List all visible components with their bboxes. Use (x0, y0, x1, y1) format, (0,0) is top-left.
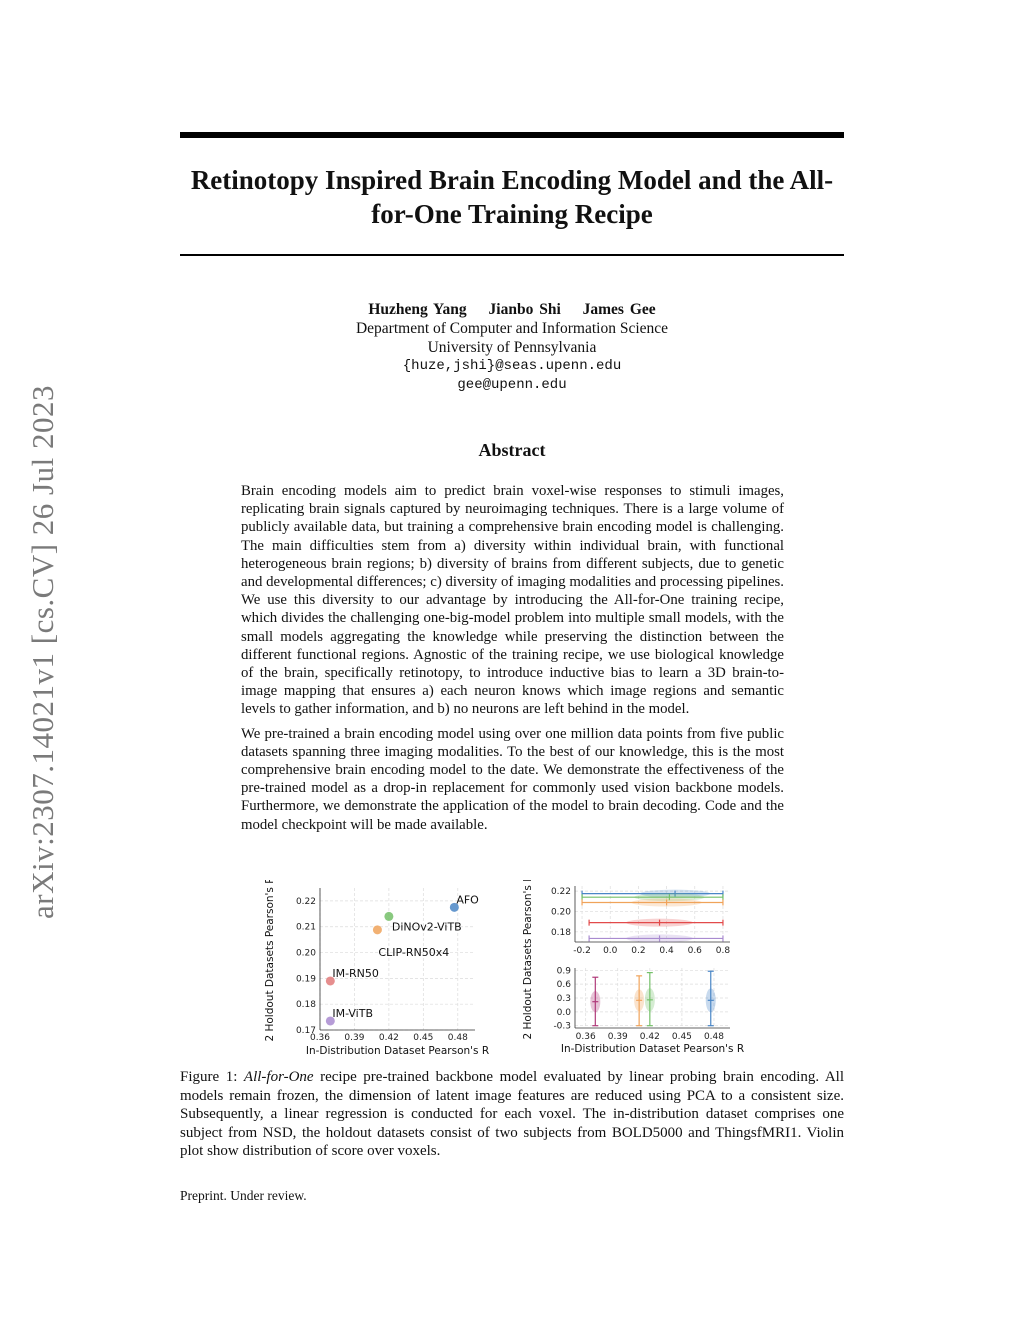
violin-bottom-xtick-label: 0.36 (575, 1032, 596, 1042)
author-block (180, 300, 844, 395)
violin-top-xtick-label: -0.2 (573, 946, 591, 956)
violin-top-ytick-label: 0.20 (550, 907, 571, 918)
author-names (180, 300, 844, 319)
scatter-xtick-label: 0.48 (447, 1033, 468, 1043)
author-2: Jianbo Shi (488, 301, 561, 318)
scatter-ytick-label: 0.21 (295, 922, 316, 933)
abstract-heading: Abstract (478, 440, 546, 460)
scatter-xtick-label: 0.42 (378, 1033, 399, 1043)
scatter-point-label: IM-ViTB (332, 1006, 374, 1020)
arxiv-stamp: arXiv:2307.14021v1 [cs.CV] 26 Jul 2023 (25, 385, 60, 919)
scatter-xtick-label: 0.39 (344, 1033, 365, 1043)
scatter-ytick-label: 0.18 (295, 1000, 316, 1011)
email-2: gee@upenn.edu (457, 377, 567, 393)
violin-bottom-xtick-label: 0.48 (703, 1032, 724, 1042)
violin-bottom-ytick-label: 0.0 (556, 1007, 571, 1018)
affiliation-dept: Department of Computer and Information Science (355, 320, 669, 337)
scatter-ylabel: 2 Holdout Datasets Pearson's R (264, 880, 276, 1042)
email-1: {huze,jshi}@seas.upenn.edu (402, 358, 622, 374)
violin-bottom-xtick-label: 0.45 (671, 1032, 692, 1042)
caption-italic: All-for-One (243, 1069, 314, 1085)
scatter-xtick-label: 0.45 (413, 1033, 434, 1043)
author-3: James Gee (582, 301, 656, 318)
figure-1-svg (255, 880, 775, 1060)
figure-1 (255, 880, 775, 1060)
scatter-point-label: IM-RN50 (332, 966, 379, 980)
figure-caption (180, 1068, 844, 1161)
violin-bottom-ytick-label: 0.6 (556, 980, 571, 991)
violin-top-xtick-label: 0.6 (687, 946, 702, 956)
title-bottom-rule (180, 254, 844, 256)
scatter-ytick-label: 0.20 (295, 948, 316, 959)
abstract-body (241, 482, 784, 840)
violin-top-xtick-label: 0.4 (659, 946, 674, 956)
caption-label: Figure 1: (180, 1069, 244, 1085)
violin-bottom-ytick-label: 0.9 (556, 966, 571, 977)
paper-title: Retinotopy Inspired Brain Encoding Model and the All-for-One Training Recipe (190, 165, 834, 229)
violin-top-ytick-label: 0.22 (550, 887, 571, 898)
scatter-xtick-label: 0.36 (309, 1033, 331, 1043)
scatter-point (373, 925, 382, 934)
abstract-paragraph-1: Brain encoding models aim to predict brain voxel-wise responses to stimuli images, replicating brain signals captured by neuroimaging techniques. There is a large volume of publicly available data, but training a comprehensive brain encoding model is challenging. The main difficulties stem from a) diversity within individual brain, with functional heterogeneous brain regions; b) diversity of brains from different subjects, due to genetic and developmental differences; c) diversity of imaging modalities and processing pipelines. We use this diversity to our advantage by introducing the All-for-One training recipe, which divides the challenging one-big-model problem into multiple small models, with the small models aggregating the knowledge while preserving the distinction between the different functional regions. Agnostic of the training recipe, we use biological knowledge of the brain, specifically retinotopy, to introduce inductive bias to learn a 3D brain-to-image mapping that ensures a) each neuron knows which image regions and semantic levels to gather information, and b) no neurons are left behind in the model. (241, 483, 784, 718)
top-rule (180, 132, 844, 138)
violin-xlabel: In-Distribution Dataset Pearson's R (560, 1043, 745, 1055)
violin-ylabel: 2 Holdout Datasets Pearson's R (522, 880, 534, 1040)
violin-top-xtick-label: 0.0 (603, 946, 618, 956)
violin-bottom-xtick-label: 0.39 (607, 1032, 628, 1042)
violin-bottom-ytick-label: 0.3 (556, 994, 571, 1004)
footer-note: Preprint. Under review. (180, 1188, 307, 1203)
affiliation-univ: University of Pennsylvania (427, 339, 597, 356)
abstract-paragraph-2: We pre-trained a brain encoding model using over one million data points from five public datasets spanning three imaging modalities. To the best of our knowledge, this is the most comprehensive brain encoding model to the date. We demonstrate the effectiveness of the pre-trained model as a drop-in replacement for commonly used vision backbone models. Furthermore, we demonstrate the application of the model to brain decoding. Code and the model checkpoint will be made available. (241, 725, 784, 833)
scatter-xlabel: In-Distribution Dataset Pearson's R (305, 1045, 490, 1057)
violin-top-ytick-label: 0.18 (550, 927, 571, 938)
author-1: Huzheng Yang (368, 301, 467, 318)
scatter-ytick-label: 0.22 (295, 896, 316, 907)
scatter-point-label: CLIP-RN50x4 (378, 945, 450, 959)
scatter-ytick-label: 0.19 (295, 974, 316, 985)
caption-text: recipe pre-trained backbone model evaluated by linear probing brain encoding. All models remain frozen, the dimension of latent image features are reduced using PCA to a consistent size. Subsequently, a linear regression is conducted for each voxel. The in-distribution dataset comprises one subject from NSD, the holdout datasets consist of two subjects from BOLD5000 and ThingsfMRI1. Violin plot show distribution of score over voxels. (180, 1069, 844, 1159)
violin-bottom-xtick-label: 0.42 (639, 1032, 660, 1042)
violin-bottom-ytick-label: -0.3 (553, 1021, 571, 1032)
violin-top-xtick-label: 0.2 (631, 946, 646, 956)
violin-top-xtick-label: 0.8 (715, 946, 731, 956)
scatter-point-label: DiNOv2-ViTB (391, 920, 462, 934)
scatter-point-label: AFO (456, 893, 479, 907)
scatter-ytick-label: 0.17 (295, 1026, 316, 1036)
